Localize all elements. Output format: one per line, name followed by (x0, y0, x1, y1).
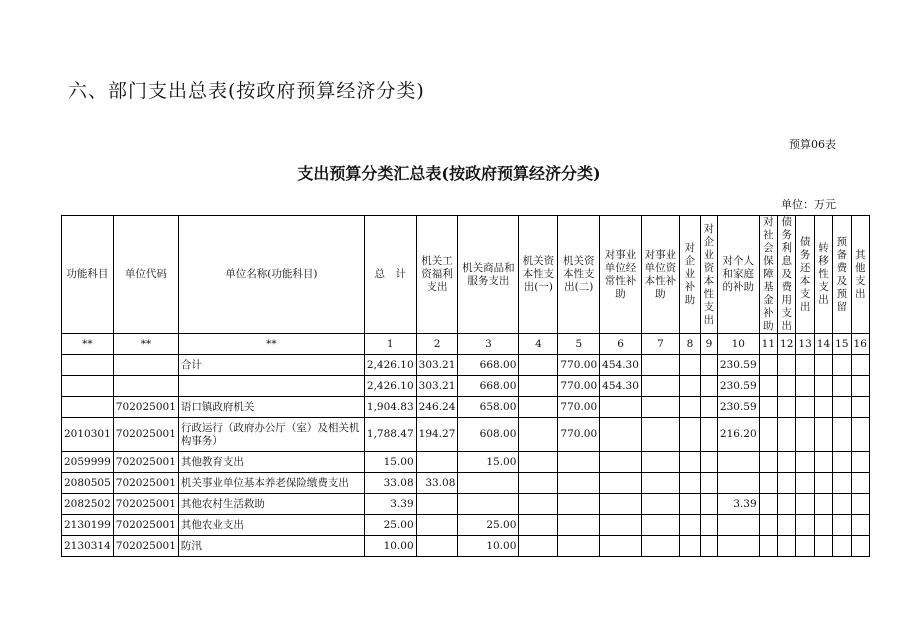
amount-cell (851, 418, 869, 452)
amount-cell: 658.00 (458, 397, 519, 418)
column-index-cell: 6 (600, 334, 642, 355)
column-index-cell: 10 (717, 334, 759, 355)
amount-cell (700, 418, 717, 452)
column-header-text: 转移性支出 (818, 242, 829, 306)
function-code-cell: 2130314 (62, 536, 114, 557)
table-row (62, 452, 870, 473)
amount-cell: 25.00 (458, 515, 519, 536)
amount-cell (700, 536, 717, 557)
amount-cell (814, 355, 832, 376)
amount-cell (778, 376, 796, 397)
column-header (679, 216, 700, 334)
column-header: 机关资本性支出(一) (519, 216, 558, 334)
amount-cell (814, 473, 832, 494)
amount-cell: 770.00 (558, 397, 600, 418)
amount-cell (851, 515, 869, 536)
amount-cell (796, 515, 814, 536)
amount-cell: 230.59 (717, 397, 759, 418)
amount-cell (558, 515, 600, 536)
amount-cell: 1,788.47 (364, 418, 416, 452)
amount-cell (778, 452, 796, 473)
amount-cell (851, 452, 869, 473)
amount-cell (717, 473, 759, 494)
amount-cell (641, 473, 679, 494)
column-index-cell: 5 (558, 334, 600, 355)
amount-cell (641, 536, 679, 557)
amount-cell (600, 397, 642, 418)
amount-cell (679, 376, 700, 397)
amount-cell (600, 494, 642, 515)
amount-cell (519, 515, 558, 536)
unit-name-cell: 行政运行（政府办公厅（室）及相关机构事务） (178, 418, 364, 452)
column-header (833, 216, 851, 334)
column-index-cell: 11 (759, 334, 777, 355)
table-row (62, 536, 870, 557)
amount-cell (833, 418, 851, 452)
amount-cell (814, 452, 832, 473)
column-header (814, 216, 832, 334)
amount-cell: 10.00 (458, 536, 519, 557)
table-row (62, 418, 870, 452)
amount-cell (558, 473, 600, 494)
amount-cell (600, 473, 642, 494)
amount-cell (833, 473, 851, 494)
amount-cell (814, 397, 832, 418)
amount-cell (717, 452, 759, 473)
function-code-cell: 2082502 (62, 494, 114, 515)
column-header-text: 对社会保障基金补助 (763, 216, 774, 332)
amount-cell (851, 536, 869, 557)
amount-cell (796, 418, 814, 452)
amount-cell (519, 418, 558, 452)
amount-cell (759, 418, 777, 452)
column-header: 对事业单位经常性补助 (600, 216, 642, 334)
column-index-cell: 16 (851, 334, 869, 355)
amount-cell (778, 515, 796, 536)
amount-cell (679, 452, 700, 473)
amount-cell (700, 452, 717, 473)
amount-cell (833, 515, 851, 536)
amount-cell: 25.00 (364, 515, 416, 536)
amount-cell (796, 376, 814, 397)
amount-cell (814, 418, 832, 452)
amount-cell (519, 376, 558, 397)
unit-name-cell: 合计 (178, 355, 364, 376)
amount-cell (851, 376, 869, 397)
column-header: 单位名称(功能科目) (178, 216, 364, 334)
column-index-cell: 13 (796, 334, 814, 355)
amount-cell (416, 452, 458, 473)
function-code-cell (62, 376, 114, 397)
amount-cell (833, 452, 851, 473)
amount-cell (814, 536, 832, 557)
amount-cell: 246.24 (416, 397, 458, 418)
amount-cell: 194.27 (416, 418, 458, 452)
column-index-cell: 9 (700, 334, 717, 355)
amount-cell (679, 515, 700, 536)
column-header: 机关工资福利支出 (416, 216, 458, 334)
amount-cell: 15.00 (458, 452, 519, 473)
column-index-cell: 7 (641, 334, 679, 355)
amount-cell (778, 355, 796, 376)
amount-cell (679, 418, 700, 452)
amount-cell (778, 418, 796, 452)
unit-name-cell: 其他农业支出 (178, 515, 364, 536)
amount-cell: 3.39 (717, 494, 759, 515)
amount-cell (833, 397, 851, 418)
unit-name-cell: 语口镇政府机关 (178, 397, 364, 418)
column-header (759, 216, 777, 334)
amount-cell (600, 418, 642, 452)
amount-cell: 770.00 (558, 376, 600, 397)
column-header-text: 债务还本支出 (799, 235, 811, 313)
amount-cell (851, 397, 869, 418)
amount-cell: 15.00 (364, 452, 416, 473)
section-title: 六、部门支出总表(按政府预算经济分类) (68, 80, 425, 102)
column-index-cell: 3 (458, 334, 519, 355)
column-header: 机关商品和服务支出 (458, 216, 519, 334)
amount-cell: 2,426.10 (364, 355, 416, 376)
amount-cell (759, 397, 777, 418)
amount-cell (814, 515, 832, 536)
amount-cell: 770.00 (558, 355, 600, 376)
unit-code-cell: 702025001 (113, 397, 178, 418)
column-header-text: 债务利息及费用支出 (781, 216, 792, 332)
amount-cell (558, 494, 600, 515)
column-index-cell: 15 (833, 334, 851, 355)
function-code-cell (62, 397, 114, 418)
column-header-text: 对企业资本性支出 (703, 222, 715, 326)
function-code-cell: 2010301 (62, 418, 114, 452)
table-body (62, 355, 870, 557)
column-index-cell: 14 (814, 334, 832, 355)
function-code-cell: 2130199 (62, 515, 114, 536)
amount-cell (796, 355, 814, 376)
amount-cell (641, 515, 679, 536)
amount-cell (600, 536, 642, 557)
unit-code-cell: 702025001 (113, 452, 178, 473)
amount-cell (519, 494, 558, 515)
amount-cell (759, 536, 777, 557)
table-row (62, 473, 870, 494)
amount-cell: 10.00 (364, 536, 416, 557)
amount-cell (833, 494, 851, 515)
amount-cell (717, 515, 759, 536)
unit-code-cell: 702025001 (113, 418, 178, 452)
amount-cell (814, 494, 832, 515)
amount-cell (416, 536, 458, 557)
amount-cell: 668.00 (458, 376, 519, 397)
unit-name-cell: 机关事业单位基本养老保险缴费支出 (178, 473, 364, 494)
unit-name-cell: 其他教育支出 (178, 452, 364, 473)
column-index-cell: ** (62, 334, 114, 355)
amount-cell (796, 452, 814, 473)
column-header-text: 对企业补助 (684, 242, 696, 306)
amount-cell (700, 376, 717, 397)
amount-cell (519, 397, 558, 418)
amount-cell (851, 355, 869, 376)
amount-cell (641, 452, 679, 473)
amount-cell (458, 473, 519, 494)
amount-cell (778, 473, 796, 494)
amount-cell (700, 494, 717, 515)
function-code-cell (62, 355, 114, 376)
amount-cell: 454.30 (600, 376, 642, 397)
column-index-cell: ** (113, 334, 178, 355)
column-index-cell: 8 (679, 334, 700, 355)
amount-cell (641, 355, 679, 376)
unit-label: 单位：万元 (781, 198, 836, 211)
column-index-cell: 4 (519, 334, 558, 355)
amount-cell (717, 536, 759, 557)
amount-cell (558, 536, 600, 557)
amount-cell (796, 473, 814, 494)
unit-code-cell: 702025001 (113, 494, 178, 515)
amount-cell (641, 376, 679, 397)
column-header: 功能科目 (62, 216, 114, 334)
amount-cell: 608.00 (458, 418, 519, 452)
amount-cell: 454.30 (600, 355, 642, 376)
amount-cell (558, 452, 600, 473)
column-header (851, 216, 869, 334)
amount-cell (759, 494, 777, 515)
amount-cell (519, 473, 558, 494)
amount-cell (796, 397, 814, 418)
unit-name-cell (178, 376, 364, 397)
amount-cell (641, 418, 679, 452)
unit-code-cell: 702025001 (113, 515, 178, 536)
amount-cell: 770.00 (558, 418, 600, 452)
amount-cell: 668.00 (458, 355, 519, 376)
column-header (700, 216, 717, 334)
column-header (778, 216, 796, 334)
table-row (62, 397, 870, 418)
amount-cell (641, 494, 679, 515)
amount-cell (814, 376, 832, 397)
amount-cell (519, 452, 558, 473)
amount-cell (796, 494, 814, 515)
function-code-cell: 2080505 (62, 473, 114, 494)
column-header: 对事业单位资本性补助 (641, 216, 679, 334)
expenditure-table (61, 215, 870, 557)
amount-cell (759, 355, 777, 376)
amount-cell (679, 473, 700, 494)
amount-cell (851, 473, 869, 494)
unit-code-cell (113, 376, 178, 397)
amount-cell (600, 515, 642, 536)
amount-cell (851, 494, 869, 515)
amount-cell (519, 536, 558, 557)
amount-cell (519, 355, 558, 376)
column-header: 对个人和家庭的补助 (717, 216, 759, 334)
amount-cell: 33.08 (364, 473, 416, 494)
column-header: 机关资本性支出(二) (558, 216, 600, 334)
column-header (796, 216, 814, 334)
amount-cell (759, 452, 777, 473)
column-header: 单位代码 (113, 216, 178, 334)
amount-cell (778, 536, 796, 557)
amount-cell (458, 494, 519, 515)
amount-cell (778, 494, 796, 515)
unit-name-cell: 其他农村生活救助 (178, 494, 364, 515)
amount-cell (600, 452, 642, 473)
amount-cell (700, 473, 717, 494)
column-header: 总 计 (364, 216, 416, 334)
unit-code-cell: 702025001 (113, 473, 178, 494)
amount-cell (416, 494, 458, 515)
amount-cell (833, 536, 851, 557)
amount-cell (796, 536, 814, 557)
amount-cell: 303.21 (416, 355, 458, 376)
unit-code-cell (113, 355, 178, 376)
amount-cell: 230.59 (717, 355, 759, 376)
column-header-text: 预备费及预留 (836, 235, 848, 313)
header-row (62, 216, 870, 334)
amount-cell: 230.59 (717, 376, 759, 397)
unit-name-cell: 防汛 (178, 536, 364, 557)
amount-cell (679, 494, 700, 515)
unit-code-cell: 702025001 (113, 536, 178, 557)
amount-cell (778, 397, 796, 418)
amount-cell: 303.21 (416, 376, 458, 397)
table-row (62, 494, 870, 515)
amount-cell (679, 355, 700, 376)
column-index-cell: 12 (778, 334, 796, 355)
amount-cell (700, 355, 717, 376)
amount-cell: 33.08 (416, 473, 458, 494)
amount-cell (759, 473, 777, 494)
table-row (62, 515, 870, 536)
table-row (62, 376, 870, 397)
table-title: 支出预算分类汇总表(按政府预算经济分类) (297, 164, 601, 183)
column-index-row (62, 334, 870, 355)
amount-cell: 1,904.83 (364, 397, 416, 418)
amount-cell: 2,426.10 (364, 376, 416, 397)
amount-cell (679, 397, 700, 418)
column-index-cell: ** (178, 334, 364, 355)
column-index-cell: 2 (416, 334, 458, 355)
table-row (62, 355, 870, 376)
amount-cell (700, 397, 717, 418)
amount-cell (679, 536, 700, 557)
column-index-cell: 1 (364, 334, 416, 355)
column-header-text: 其他支出 (854, 248, 866, 300)
function-code-cell: 2059999 (62, 452, 114, 473)
form-number: 预算06表 (789, 138, 836, 151)
amount-cell: 3.39 (364, 494, 416, 515)
amount-cell (759, 515, 777, 536)
amount-cell (416, 515, 458, 536)
amount-cell (833, 376, 851, 397)
amount-cell (641, 397, 679, 418)
amount-cell (759, 376, 777, 397)
amount-cell: 216.20 (717, 418, 759, 452)
amount-cell (700, 515, 717, 536)
amount-cell (833, 355, 851, 376)
